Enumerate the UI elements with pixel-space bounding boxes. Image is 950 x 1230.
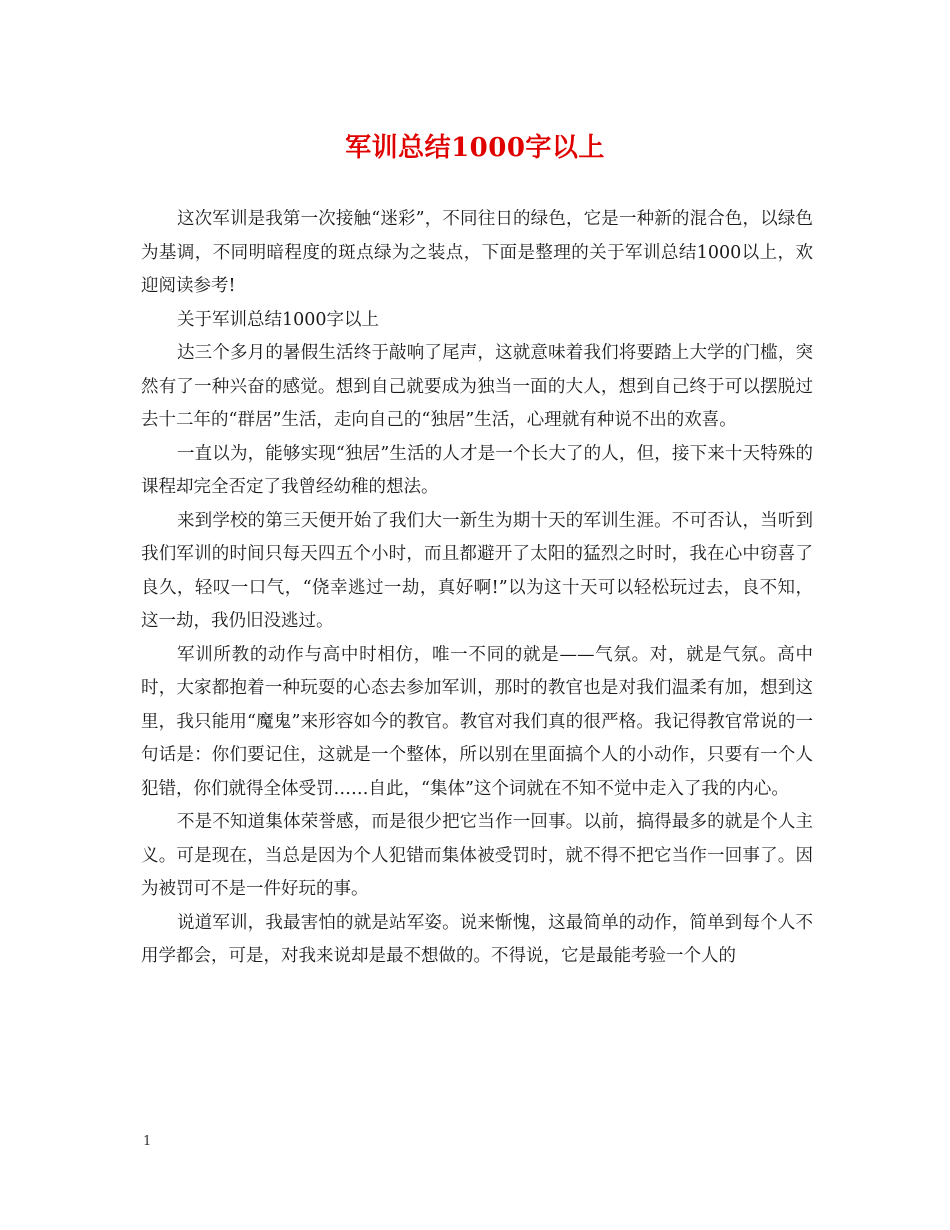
paragraph-atmosphere: 军训所教的动作与高中时相仿，唯一不同的就是——气氛。对，就是气氛。高中时，大家都抱着一种玩耍的心态去参加军训，那时的教官也是对我们温柔有加，想到这里，我只能用“魔鬼”来形容如今的教官。教官对我们真的很严格。我记得教官常说的一句话是：你们要记住，这就是一个整体，所以别在里面搞个人的小动作，只要有一个人犯错，你们就得全体受罚……自此，“集体”这个词就在不知不觉中走入了我的内心。 [141, 644, 813, 799]
page-number: 1 [143, 1134, 152, 1149]
paragraph-independent-life: 一直以为，能够实现“独居”生活的人才是一个长大了的人，但，接下来十天特殊的课程却完全否定了我曾经幼稚的想法。 [141, 443, 813, 497]
paragraph-collective-honor: 不是不知道集体荣誉感，而是很少把它当作一回事。以前，搞得最多的就是个人主义。可是现在，当总是因为个人犯错而集体被受罚时，就不得不把它当作一回事了。因为被罚可不是一件好玩的事。 [141, 812, 813, 899]
paragraph-standing-posture: 说道军训，我最害怕的就是站军姿。说来惭愧，这最简单的动作，简单到每个人不用学都会，可是，对我来说却是最不想做的。不得说，它是最能考验一个人的 [141, 912, 813, 966]
document-title: 军训总结1000字以上 [345, 133, 605, 163]
paragraph-summer-end: 达三个多月的暑假生活终于敲响了尾声，这就意味着我们将要踏上大学的门槛，突然有了一种兴奋的感觉。想到自己就要成为独当一面的大人，想到自己终于可以摆脱过去十二年的“群居”生活，走向自己的“独居”生活，心理就有种说不出的欢喜。 [141, 343, 813, 430]
paragraph-training-start: 来到学校的第三天便开始了我们大一新生为期十天的军训生涯。不可否认，当听到我们军训的时间只每天四五个小时，而且都避开了太阳的猛烈之时时，我在心中窃喜了良久，轻叹一口气，“侥幸逃过一劫，真好啊!”以为这十天可以轻松玩过去，良不知，这一劫，我仍旧没逃过。 [141, 510, 813, 631]
paragraph-subtitle: 关于军训总结1000字以上 [177, 309, 380, 330]
document-body [141, 203, 813, 974]
paragraph-intro: 这次军训是我第一次接触“迷彩”，不同往日的绿色，它是一种新的混合色，以绿色为基调，不同明暗程度的斑点绿为之装点，下面是整理的关于军训总结1000以上，欢迎阅读参考! [141, 209, 813, 296]
